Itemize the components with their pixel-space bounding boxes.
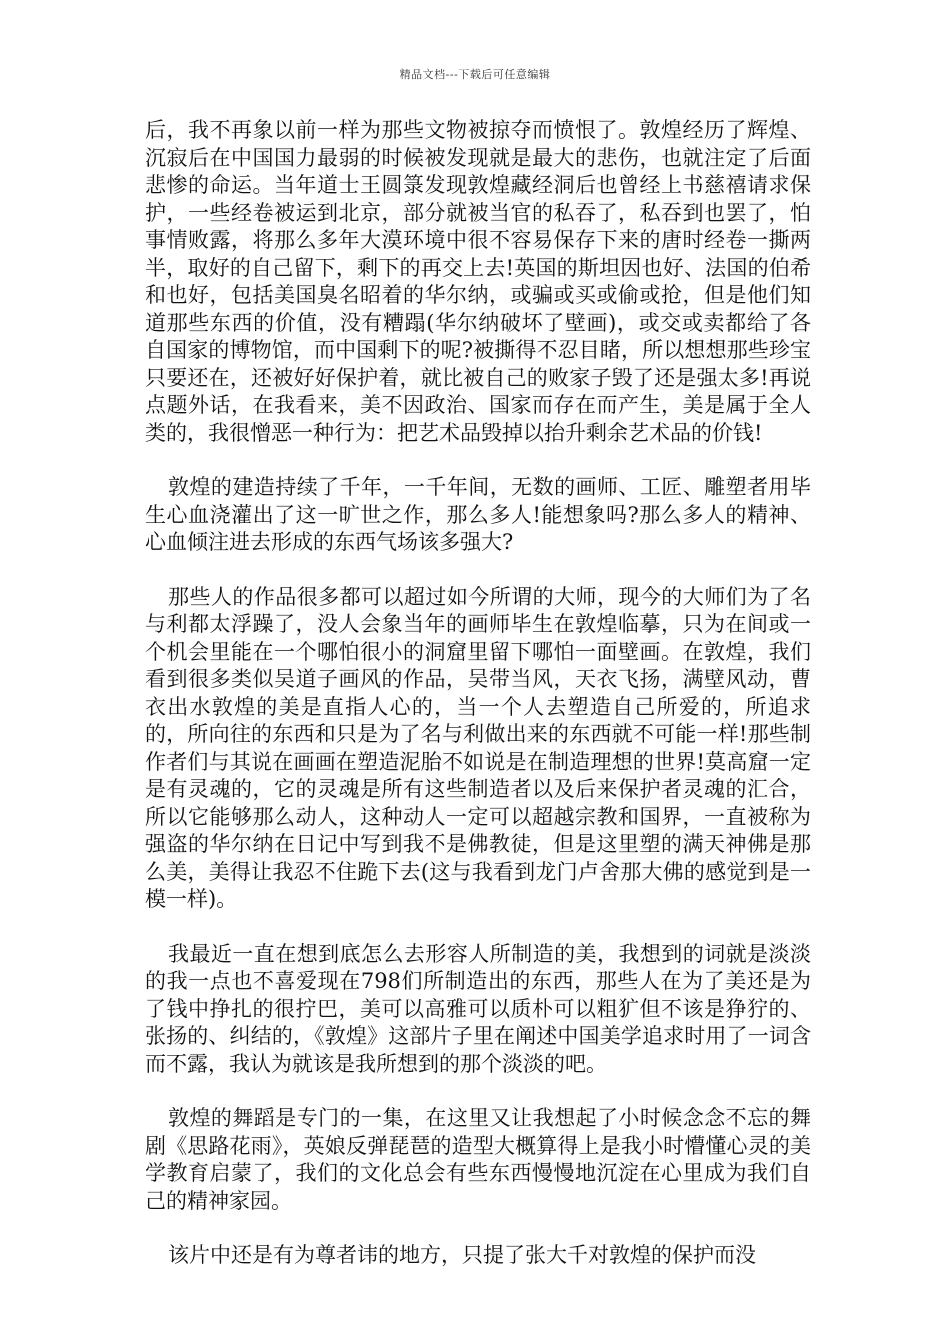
paragraph-6: 该片中还是有为尊者讳的地方，只提了张大千对敦煌的保护而没 (168, 1243, 756, 1267)
paragraph-2: 敦煌的建造持续了千年，一千年间，无数的画师、工匠、雕塑者用毕生心血浇灌出了这一旷世之作，那么多人!能想象吗?那么多人的精神、心血倾注进去形成的东西气场该多强大? (145, 475, 811, 554)
paragraph-3: 那些人的作品很多都可以超过如今所谓的大师，现今的大师们为了名与利都太浮躁了，没人会象当年的画师毕生在敦煌临摹，只为在间或一个机会里能在一个哪怕很小的洞窟里留下哪怕一面壁画。在敦煌，我们看到很多类似吴道子画风的作品，吴带当风，天衣飞扬，满壁风动，曹衣出水敦煌的美是直指人心的，当一个人去塑造自己所爱的，所追求的，所向往的东西和只是为了名与利做出来的东西就不可能一样!那些制作者们与其说在画画在塑造泥胎不如说是在制造理想的世界!莫高窟一定是有灵魂的，它的灵魂是所有这些制造者以及后来保护者灵魂的汇合，所以它能够那么动人，这种动人一定可以超越宗教和国界，一直被称为强盗的华尔纳在日记中写到我不是佛教徒，但是这里塑的满天神佛是那么美，美得让我忍不住跪下去(这与我看到龙门卢舍那大佛的感觉到是一模一样)。 (145, 584, 811, 911)
page-header: 精品文档---下载后可任意编辑 (399, 68, 551, 81)
paragraph-5: 敦煌的舞蹈是专门的一集，在这里又让我想起了小时候念念不忘的舞剧《思路花雨》，英娘反弹琵琶的造型大概算得上是我小时懵懂心灵的美学教育启蒙了，我们的文化总会有些东西慢慢地沉淀在心里成为我们自己的精神家园。 (145, 1106, 811, 1213)
paragraph-4: 我最近一直在想到底怎么去形容人所制造的美，我想到的词就是淡淡的我一点也不喜爱现在798们所制造出的东西，那些人在为了美还是为了钱中挣扎的很拧巴，美可以高雅可以质朴可以粗犷但不该是狰狞的、张扬的、纠结的，《敦煌》这部片子里在阐述中国美学追求时用了一词含而不露，我认为就该是我所想到的那个淡淡的吧。 (145, 941, 811, 1076)
document-body (145, 117, 811, 1270)
paragraph-1: 后，我不再象以前一样为那些文物被掠夺而愤恨了。敦煌经历了辉煌、沉寂后在中国国力最弱的时候被发现就是最大的悲伤，也就注定了后面悲惨的命运。当年道士王圆箓发现敦煌藏经洞后也曾经上书慈禧请求保护，一些经卷被运到北京，部分就被当官的私吞了，私吞到也罢了，怕事情败露，将那么多年大漠环境中很不容易保存下来的唐时经卷一撕两半，取好的自己留下，剩下的再交上去!英国的斯坦因也好、法国的伯希和也好，包括美国臭名昭着的华尔纳，或骗或买或偷或抢，但是他们知道那些东西的价值，没有糟蹋(华尔纳破坏了壁画)，或交或卖都给了各自国家的博物馆，而中国剩下的呢?被撕得不忍目睹，所以想想那些珍宝只要还在，还被好好保护着，就比被自己的败家子毁了还是强太多!再说点题外话，在我看来，美不因政治、国家而存在而产生，美是属于全人类的，我很憎恶一种行为：把艺术品毁掉以抬升剩余艺术品的价钱! (145, 118, 811, 445)
